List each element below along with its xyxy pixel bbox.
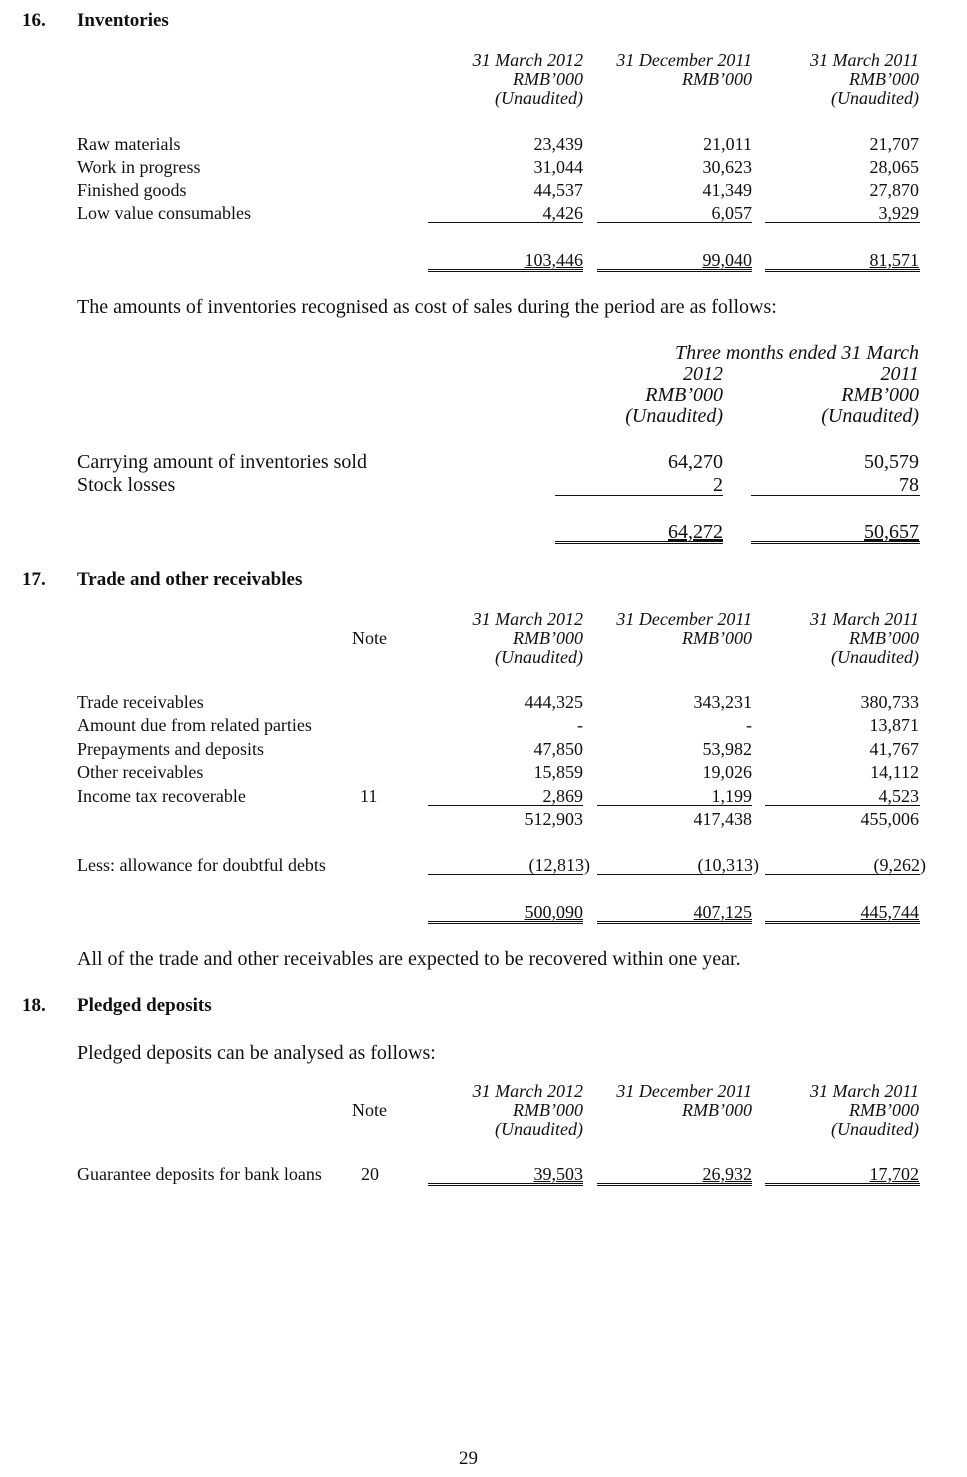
- cell-value: 21,707: [869, 134, 919, 154]
- cell-value: 3,929: [878, 203, 919, 223]
- period-header: Three months ended 31 March: [674, 342, 919, 364]
- row-label: Trade receivables: [77, 692, 204, 712]
- total-double-rule: [751, 541, 920, 544]
- section-title-pledged-deposits: Pledged deposits: [77, 995, 212, 1016]
- row-label: Amount due from related parties: [77, 715, 312, 735]
- cell-value: 28,065: [869, 157, 919, 177]
- subtotal-rule: [765, 222, 920, 223]
- cell-value: 2,869: [542, 786, 583, 806]
- column-header-dec-2011: 31 December 2011 RMB’000: [616, 1081, 752, 1120]
- section-number-18: 18.: [22, 995, 46, 1016]
- cell-value: 13,871: [869, 715, 919, 735]
- subtotal-rule: [765, 874, 920, 875]
- cell-value: 6,057: [711, 203, 752, 223]
- column-header-dec-2011: 31 December 2011 RMB’000: [616, 50, 752, 89]
- total-double-rule: [428, 269, 583, 272]
- total-value: 407,125: [693, 902, 752, 922]
- cell-value: (12,813): [528, 855, 590, 875]
- cell-value: 30,623: [702, 157, 752, 177]
- column-header-2012: 2012 RMB’000 (Unaudited): [625, 363, 723, 427]
- column-header-mar-2011: 31 March 2011 RMB’000 (Unaudited): [810, 1081, 919, 1139]
- cell-value: 4,426: [542, 203, 583, 223]
- subtotal-value: 512,903: [524, 809, 583, 829]
- cell-value: 15,859: [533, 762, 583, 782]
- total-double-rule: [765, 921, 920, 924]
- cell-value: 41,349: [702, 180, 752, 200]
- note-reference: 20: [361, 1164, 379, 1184]
- column-header-dec-2011: 31 December 2011 RMB’000: [616, 609, 752, 648]
- total-value: 64,272: [668, 521, 723, 543]
- cell-value: 64,270: [668, 451, 723, 473]
- total-double-rule: [555, 541, 723, 544]
- cell-value: 21,011: [703, 134, 752, 154]
- cell-value: (9,262): [873, 855, 926, 875]
- column-header-2011: 2011 RMB’000 (Unaudited): [821, 363, 919, 427]
- row-label: Finished goods: [77, 180, 187, 200]
- cell-value: -: [577, 715, 583, 735]
- column-header-mar-2012: 31 March 2012 RMB’000 (Unaudited): [472, 609, 583, 667]
- cell-value: 14,112: [870, 762, 919, 782]
- cell-value: 343,231: [693, 692, 752, 712]
- subtotal-rule: [597, 874, 752, 875]
- subtotal-rule: [428, 805, 583, 806]
- subtotal-rule: [555, 495, 723, 496]
- subtotal-rule: [751, 495, 920, 496]
- cell-value: 53,982: [702, 739, 752, 759]
- section-number-16: 16.: [22, 10, 46, 31]
- total-double-rule: [597, 1183, 752, 1186]
- total-double-rule: [765, 269, 920, 272]
- column-header-mar-2012: 31 March 2012 RMB’000 (Unaudited): [472, 1081, 583, 1139]
- total-double-rule: [597, 921, 752, 924]
- column-header-mar-2011: 31 March 2011 RMB’000 (Unaudited): [810, 50, 919, 108]
- subtotal-value: 455,006: [860, 809, 919, 829]
- cell-value: 47,850: [533, 739, 583, 759]
- total-value: 50,657: [864, 521, 919, 543]
- total-value: 17,702: [869, 1164, 919, 1184]
- cell-value: 44,537: [533, 180, 583, 200]
- subtotal-rule: [765, 805, 920, 806]
- total-value: 103,446: [524, 250, 583, 270]
- column-header-mar-2011: 31 March 2011 RMB’000 (Unaudited): [810, 609, 919, 667]
- row-label: Less: allowance for doubtful debts: [77, 855, 326, 875]
- row-label: Income tax recoverable: [77, 786, 246, 806]
- total-double-rule: [428, 921, 583, 924]
- cell-value: 4,523: [878, 786, 919, 806]
- page-number: 29: [459, 1448, 478, 1469]
- cell-value: 27,870: [869, 180, 919, 200]
- paragraph-recovery: All of the trade and other receivables are expected to be recovered within one year.: [77, 948, 741, 970]
- paragraph-cost-of-sales: The amounts of inventories recognised as cost of sales during the period are as follows:: [77, 296, 777, 318]
- cell-value: (10,313): [697, 855, 759, 875]
- total-double-rule: [597, 269, 752, 272]
- row-label: Other receivables: [77, 762, 204, 782]
- total-value: 26,932: [702, 1164, 752, 1184]
- cell-value: 50,579: [864, 451, 919, 473]
- total-value: 99,040: [702, 250, 752, 270]
- cell-value: 31,044: [533, 157, 583, 177]
- column-header-mar-2012: 31 March 2012 RMB’000 (Unaudited): [472, 50, 583, 108]
- row-label: Prepayments and deposits: [77, 739, 264, 759]
- row-label: Work in progress: [77, 157, 201, 177]
- total-value: 39,503: [533, 1164, 583, 1184]
- cell-value: 23,439: [533, 134, 583, 154]
- row-label: Guarantee deposits for bank loans: [77, 1164, 322, 1184]
- paragraph-pledged: Pledged deposits can be analysed as follows:: [77, 1042, 436, 1064]
- cell-value: 444,325: [524, 692, 583, 712]
- total-double-rule: [765, 1183, 920, 1186]
- total-double-rule: [428, 1183, 583, 1186]
- subtotal-rule: [428, 874, 583, 875]
- row-label: Low value consumables: [77, 203, 251, 223]
- subtotal-rule: [428, 222, 583, 223]
- cell-value: -: [746, 715, 752, 735]
- subtotal-rule: [597, 222, 752, 223]
- cell-value: 2: [713, 474, 723, 496]
- cell-value: 380,733: [860, 692, 919, 712]
- total-value: 500,090: [524, 902, 583, 922]
- cell-value: 78: [899, 474, 919, 496]
- section-title-receivables: Trade and other receivables: [77, 569, 303, 590]
- subtotal-rule: [597, 805, 752, 806]
- total-value: 445,744: [860, 902, 919, 922]
- row-label: Raw materials: [77, 134, 181, 154]
- row-label: Carrying amount of inventories sold: [77, 451, 367, 473]
- section-number-17: 17.: [22, 569, 46, 590]
- cell-value: 19,026: [702, 762, 752, 782]
- section-title-inventories: Inventories: [77, 10, 169, 31]
- cell-value: 1,199: [711, 786, 752, 806]
- total-value: 81,571: [869, 250, 919, 270]
- row-label: Stock losses: [77, 474, 176, 496]
- note-column-header: Note: [352, 1100, 387, 1120]
- note-column-header: Note: [352, 628, 387, 648]
- cell-value: 41,767: [869, 739, 919, 759]
- note-reference: 11: [360, 786, 378, 806]
- subtotal-value: 417,438: [693, 809, 752, 829]
